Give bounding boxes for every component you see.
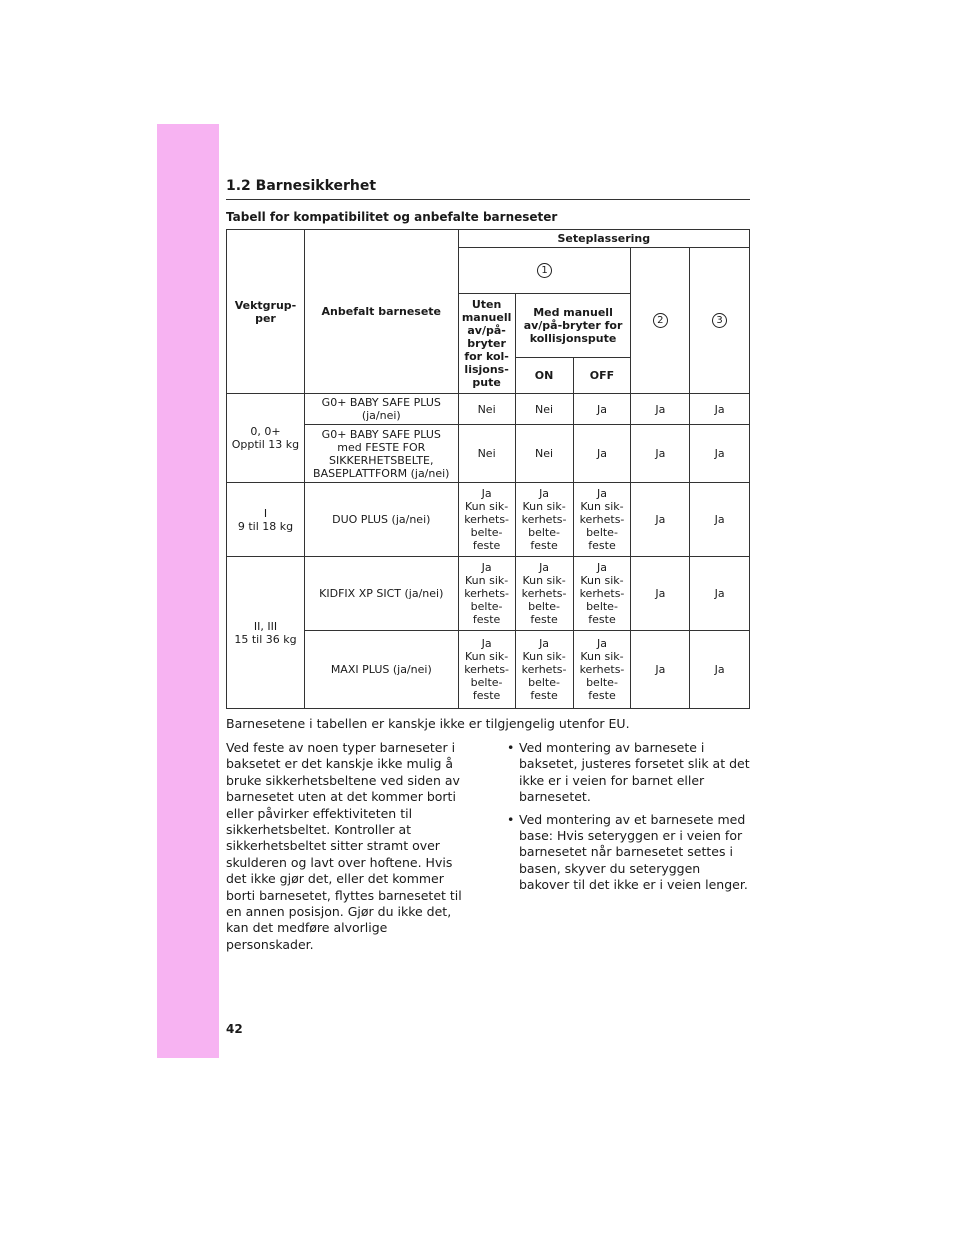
header-position-2 [631,248,690,394]
value-cell: Ja [690,425,750,483]
value-cell: Ja [690,394,750,425]
position-1-icon: 1 [537,263,552,278]
value-cell: Nei [458,394,515,425]
table-heading: Tabell for kompatibilitet og anbefalte barneseter [226,210,558,224]
header-seat-position: Seteplassering [458,230,749,248]
section-title: 1.2 Barnesikkerhet [226,178,377,194]
value-cell: Ja Kun sik- kerhets- belte- feste [458,631,515,709]
value-cell: Ja [573,425,631,483]
availability-note: Barnesetene i tabellen er kanskje ikke er tilgjengelig utenfor EU. [226,716,630,731]
value-cell: Ja [631,557,690,631]
value-cell: Ja Kun sik- kerhets- belte- feste [458,557,515,631]
seat-name-cell: G0+ BABY SAFE PLUS (ja/nei) [304,394,458,425]
value-cell: Ja Kun sik- kerhets- belte- feste [458,483,515,557]
value-cell: Nei [515,425,573,483]
value-cell: Ja [631,631,690,709]
value-cell: Ja [690,631,750,709]
value-cell: Ja Kun sik- kerhets- belte- feste [573,557,631,631]
weight-group-cell: I 9 til 18 kg [227,483,305,557]
value-cell: Ja Kun sik- kerhets- belte- feste [573,483,631,557]
seat-name-cell: DUO PLUS (ja/nei) [304,483,458,557]
position-2-icon: 2 [653,313,668,328]
seat-name-cell: MAXI PLUS (ja/nei) [304,631,458,709]
bottom-color-bar [157,1008,219,1058]
value-cell: Ja [631,425,690,483]
value-cell: Ja Kun sik- kerhets- belte- feste [515,631,573,709]
value-cell: Ja [573,394,631,425]
value-cell: Ja Kun sik- kerhets- belte- feste [515,557,573,631]
header-off: OFF [573,358,631,394]
value-cell: Ja [690,483,750,557]
weight-group-cell: II, III 15 til 36 kg [227,557,305,709]
section-divider [226,199,750,200]
header-without-switch: Uten manuell av/på- bryter for kol- lisjons- pute [458,294,515,394]
header-position-3 [690,248,750,394]
value-cell: Ja Kun sik- kerhets- belte- feste [515,483,573,557]
bullet-item: • Ved montering av barnesete i baksetet, justeres forsetet slik at det ikke er i veien for barnet eller barnesetet. [505,740,750,806]
position-3-icon: 3 [712,313,727,328]
compatibility-table [226,229,750,709]
bullet-column [505,740,750,900]
margin-color-bar [157,124,219,1058]
header-recommended-seat: Anbefalt barnesete [304,230,458,394]
value-cell: Nei [458,425,515,483]
value-cell: Ja Kun sik- kerhets- belte- feste [573,631,631,709]
value-cell: Ja [631,394,690,425]
bullet-item: • Ved montering av et barnesete med base: Hvis seteryggen er i veien for barnesetet når barnesetet settes i basen, skyver du seteryggen bakover til det ikke er i veien lenger. [505,812,750,894]
value-cell: Nei [515,394,573,425]
header-with-switch: Med manuell av/på-bryter for kollisjonspute [515,294,631,358]
page-number: 42 [226,1022,243,1036]
seat-name-cell: KIDFIX XP SICT (ja/nei) [304,557,458,631]
value-cell: Ja [631,483,690,557]
header-on: ON [515,358,573,394]
seat-name-cell: G0+ BABY SAFE PLUS med FESTE FOR SIKKERHETSBELTE, BASEPLATTFORM (ja/nei) [304,425,458,483]
bullet-list [505,740,750,894]
header-position-1 [458,248,631,294]
value-cell: Ja [690,557,750,631]
body-paragraph: Ved feste av noen typer barneseter i baksetet er det kanskje ikke mulig å bruke sikkerhetsbeltene ved siden av barnesetet uten at det kommer borti eller påvirker effektiviteten til sikkerhetsbeltet. Kontroller at sikkerhetsbeltet sitter stramt over skulderen og lavt over hoftene. Hvis det ikke gjør det, eller det kommer borti barnesetet, flyttes barnesetet til en annen posisjon. Gjør du ikke det, kan det medføre alvorlige personskader. [226,740,462,952]
weight-group-cell: 0, 0+ Opptil 13 kg [227,394,305,483]
header-weight-group: Vektgrup- per [227,230,305,394]
